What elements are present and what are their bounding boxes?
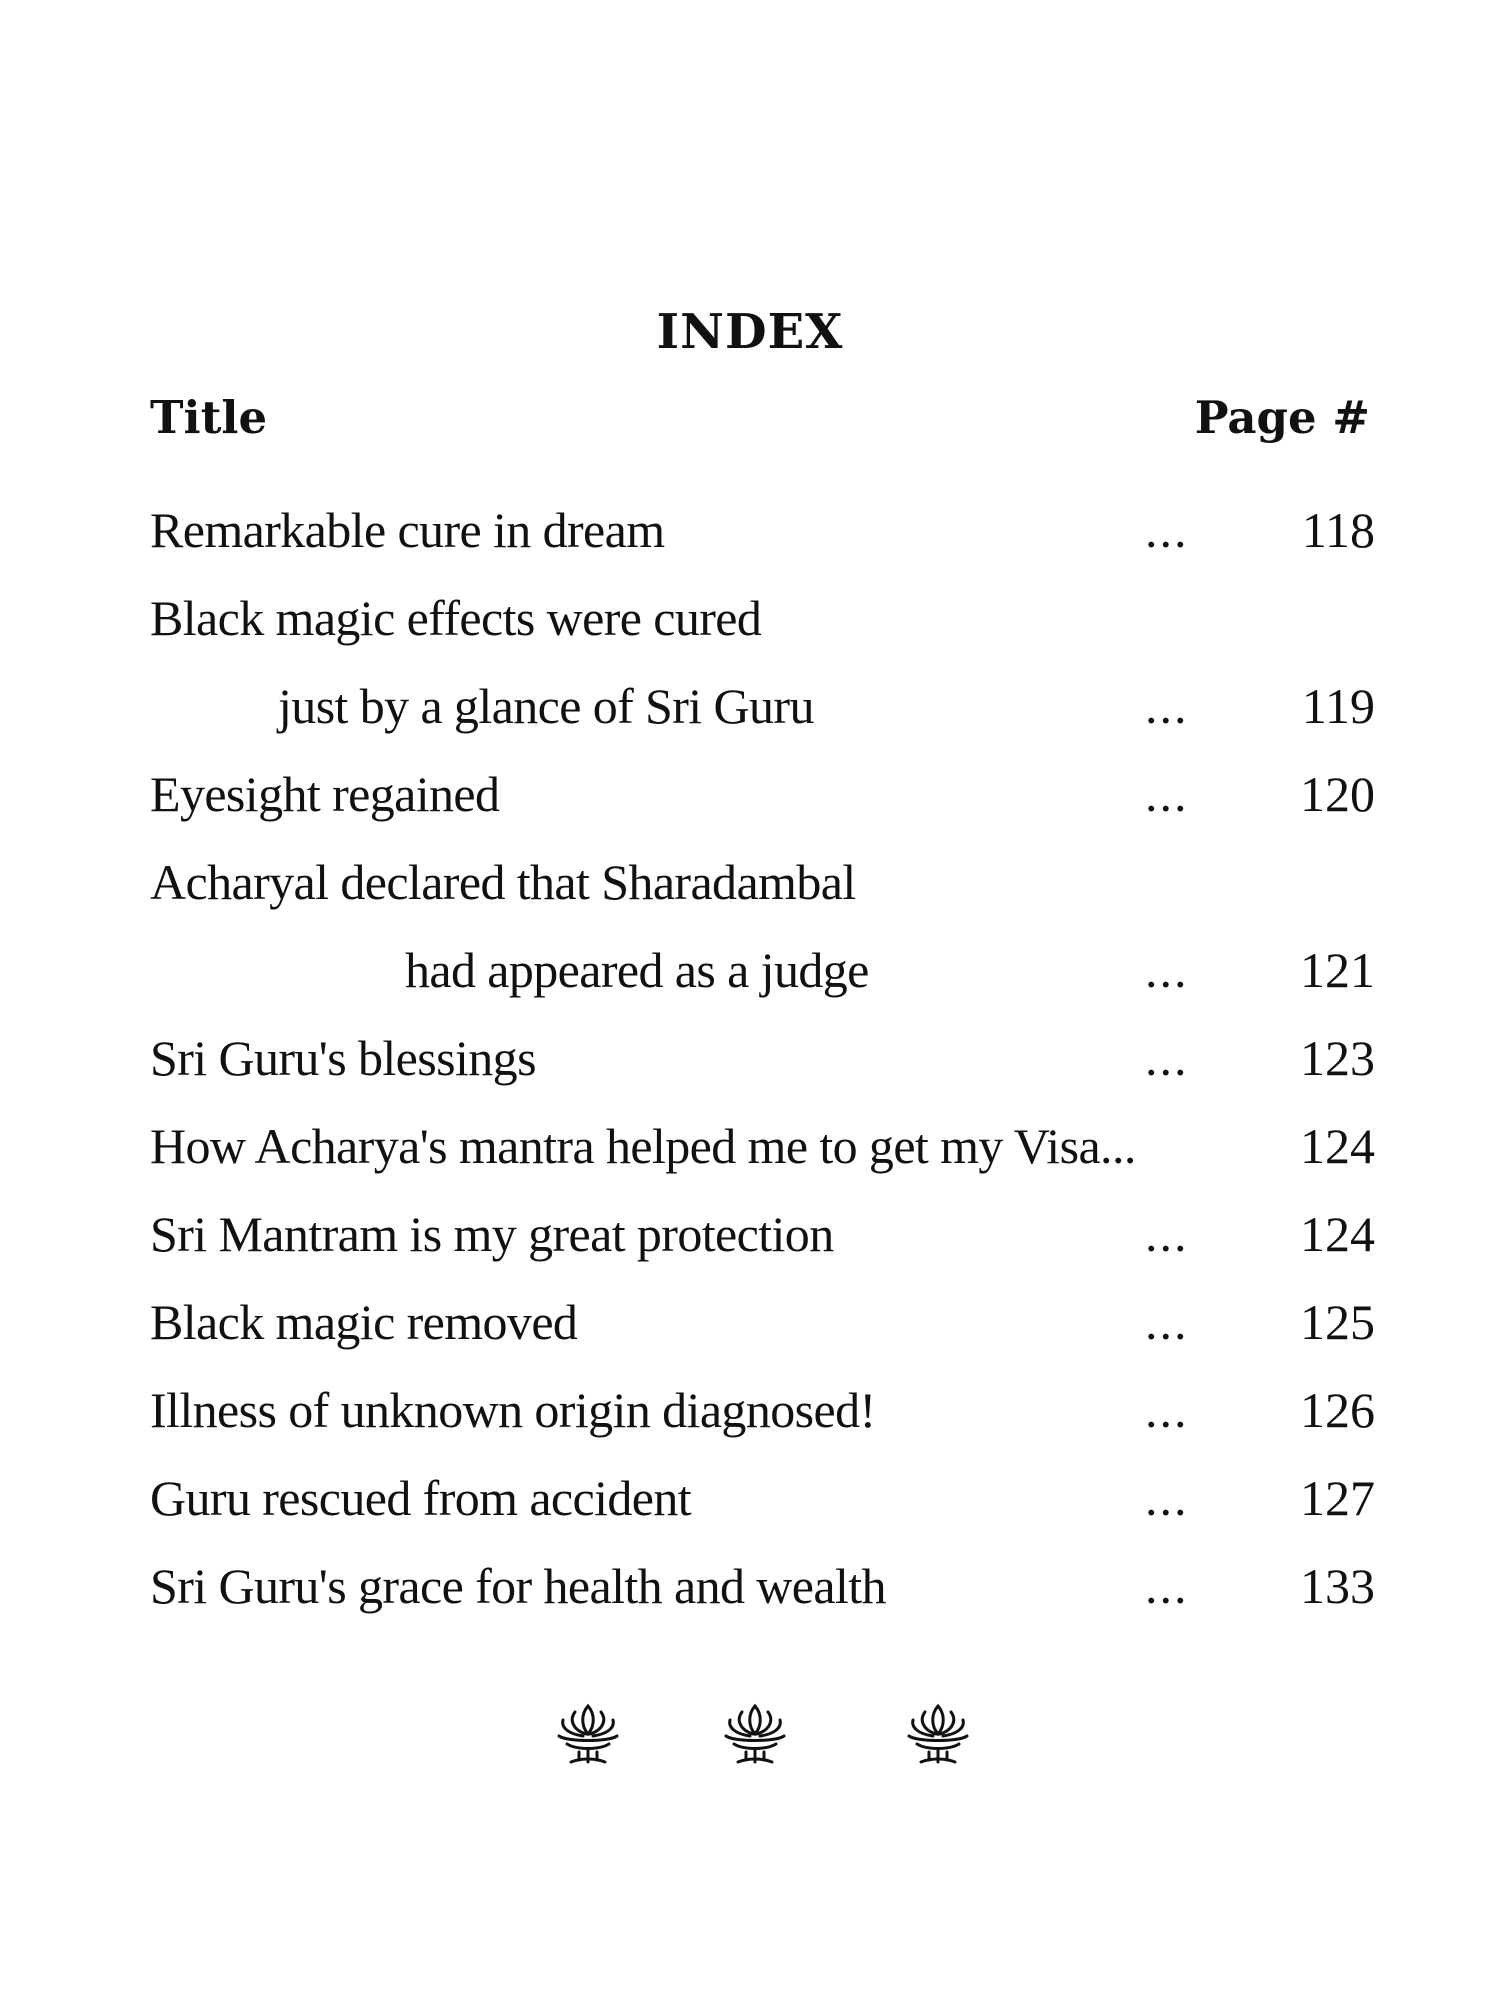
lotus-icon (720, 1700, 790, 1766)
index-leader-dots: ... (1145, 502, 1189, 558)
index-entry-title: Guru rescued from accident (150, 1470, 692, 1526)
index-entry-page: 123 (1300, 1030, 1375, 1086)
index-entry-title: Remarkable cure in dream (150, 502, 665, 558)
index-entry-page: 120 (1300, 766, 1375, 822)
page-title: INDEX (656, 304, 844, 360)
index-entry-title: Sri Guru's blessings (150, 1030, 536, 1086)
index-entry-page: 133 (1300, 1558, 1375, 1614)
index-entry-title: How Acharya's mantra helped me to get my Visa... (150, 1118, 1136, 1174)
title-column-header: Title (150, 391, 268, 444)
index-leader-dots: ... (1145, 678, 1189, 734)
index-entry-title: Sri Guru's grace for health and wealth (150, 1558, 886, 1614)
index-leader-dots: ... (1145, 766, 1189, 822)
lotus-ornament-row (0, 1700, 1500, 1780)
index-entry-title: Eyesight regained (150, 766, 500, 822)
index-entry-title-continued: had appeared as a judge (405, 942, 869, 998)
index-entry-page: 118 (1301, 502, 1375, 558)
index-entry-page: 126 (1300, 1382, 1375, 1438)
index-entry-title: Acharyal declared that Sharadambal (150, 854, 856, 910)
index-entry-title: Illness of unknown origin diagnosed! (150, 1382, 876, 1438)
index-entry-title: Sri Mantram is my great protection (150, 1206, 834, 1262)
index-entry-page: 124 (1300, 1206, 1375, 1262)
index-entry-page: 127 (1300, 1470, 1375, 1526)
index-leader-dots: ... (1145, 1470, 1189, 1526)
index-entry-page: 125 (1300, 1294, 1375, 1350)
index-entry-title-continued: just by a glance of Sri Guru (278, 678, 814, 734)
lotus-icon (903, 1700, 973, 1766)
index-entry-title: Black magic removed (150, 1294, 578, 1350)
index-entry-title: Black magic effects were cured (150, 590, 762, 646)
lotus-icon (553, 1700, 623, 1766)
index-leader-dots: ... (1145, 1558, 1189, 1614)
index-entry-page: 119 (1301, 678, 1375, 734)
index-leader-dots: ... (1145, 942, 1189, 998)
page-column-header: Page # (1194, 391, 1370, 444)
index-entry-page: 124 (1300, 1118, 1375, 1174)
index-leader-dots: ... (1145, 1206, 1189, 1262)
index-leader-dots: ... (1145, 1294, 1189, 1350)
index-entry-page: 121 (1300, 942, 1375, 998)
index-leader-dots: ... (1145, 1030, 1189, 1086)
index-leader-dots: ... (1145, 1382, 1189, 1438)
